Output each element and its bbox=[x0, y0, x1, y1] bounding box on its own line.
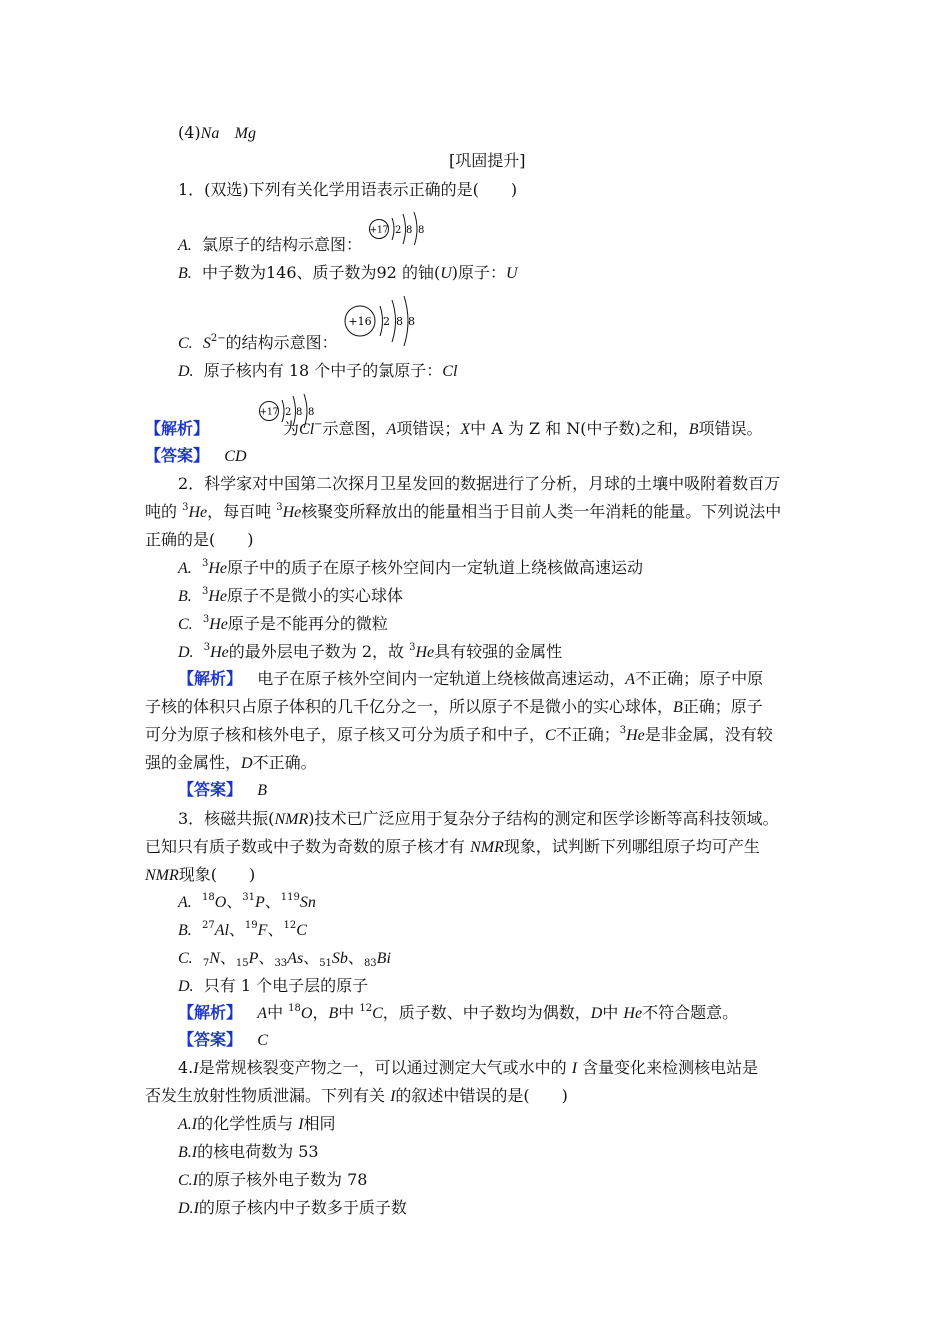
option-text: 中子数为146、质子数为92 的铀( bbox=[201, 263, 441, 282]
element-symbol: P bbox=[255, 894, 265, 911]
stem-text: 核聚变所释放出的能量相当于目前人类一年消耗的能量。下列说法中 bbox=[301, 502, 782, 521]
mass-number: 3 bbox=[619, 725, 627, 736]
q1-option-d bbox=[178, 360, 457, 383]
stem-text: 4. bbox=[178, 1058, 194, 1077]
q1-explanation bbox=[145, 418, 763, 441]
option-letter: B. bbox=[178, 922, 192, 939]
answer-value: C bbox=[257, 1032, 268, 1049]
element-symbol: N bbox=[209, 950, 220, 967]
iodine-symbol: I bbox=[571, 1060, 578, 1077]
explanation-text: 不正确。 bbox=[252, 753, 317, 772]
q4-option-a bbox=[178, 1113, 336, 1136]
helium-symbol: He bbox=[210, 644, 229, 661]
q2-stem-line-2 bbox=[145, 501, 781, 524]
option-letter: D. bbox=[178, 644, 194, 661]
mass-number: 19 bbox=[244, 920, 258, 931]
explanation-text: 不正确； bbox=[555, 725, 620, 744]
explanation-text: 是非金属，没有较 bbox=[644, 725, 773, 744]
option-text: 只有 1 个电子层的原子 bbox=[203, 976, 369, 995]
explanation-text: 为 bbox=[283, 419, 300, 438]
q1-stem: 1．(双选)下列有关化学用语表示正确的是( ) bbox=[178, 180, 518, 199]
explanation-text: 强的金属性， bbox=[145, 753, 242, 772]
mass-number: 3 bbox=[201, 586, 209, 597]
q3-stem-line-1 bbox=[178, 808, 778, 831]
iodine-symbol: I bbox=[298, 1116, 304, 1133]
explanation-text: 中 bbox=[267, 1003, 289, 1022]
uranium-symbol: U bbox=[440, 265, 452, 282]
mass-number: 119 bbox=[280, 892, 300, 903]
stem-text: 吨的 bbox=[145, 502, 183, 521]
option-letter: C. bbox=[178, 335, 193, 352]
mass-number: 27 bbox=[201, 920, 215, 931]
sulfur-symbol: S bbox=[202, 335, 211, 352]
mass-number: 3 bbox=[203, 642, 211, 653]
chlorine-symbol: Cl bbox=[299, 421, 315, 438]
helium-symbol: He bbox=[626, 727, 645, 744]
chlorine-symbol: Cl bbox=[442, 363, 458, 380]
item-number: (4) bbox=[178, 123, 201, 142]
element-symbol: P bbox=[248, 950, 259, 967]
option-ref: D bbox=[590, 1005, 603, 1022]
option-ref: A bbox=[625, 671, 636, 688]
iodine-symbol: I bbox=[390, 1088, 396, 1105]
element-na: Na bbox=[200, 125, 220, 142]
option-text: 的原子核内中子数多于质子数 bbox=[198, 1198, 407, 1217]
option-text: 的结构示意图： bbox=[225, 333, 338, 352]
uranium-symbol: U bbox=[506, 265, 518, 282]
option-text: 的化学性质与 bbox=[197, 1114, 299, 1133]
option-letter: B. bbox=[178, 265, 192, 282]
option-letter: B. bbox=[178, 1144, 192, 1161]
explanation-text: ，质子数、中子数均为偶数， bbox=[382, 1003, 591, 1022]
element-symbol: Sb bbox=[331, 950, 348, 967]
q2-option-c bbox=[178, 613, 388, 636]
separator: 、 bbox=[226, 892, 243, 911]
mass-number: 12 bbox=[283, 920, 297, 931]
explanation-text: 子核的体积只占原子体积的几千亿分之一，所以原子不是微小的实心球体， bbox=[145, 697, 674, 716]
helium-symbol: He bbox=[282, 504, 302, 521]
q2-explanation-line-1 bbox=[145, 668, 763, 691]
answer-tag: 【答案】 bbox=[178, 1030, 243, 1049]
element-symbol: C bbox=[372, 1005, 383, 1022]
option-ref: D bbox=[241, 755, 253, 772]
mass-number: 31 bbox=[242, 892, 255, 903]
separator: 、 bbox=[264, 892, 281, 911]
option-letter: A. bbox=[178, 1116, 192, 1133]
separator: 、 bbox=[303, 948, 320, 967]
diagram-a-nucleus: +17 bbox=[369, 225, 389, 236]
separator: 、 bbox=[258, 948, 275, 967]
q3-explanation bbox=[145, 1002, 738, 1025]
explanation-text: 不符合题意。 bbox=[642, 1003, 739, 1022]
explanation-tag: 【解析】 bbox=[178, 1003, 243, 1022]
explanation-text: ， bbox=[312, 1003, 329, 1022]
separator: 、 bbox=[228, 920, 245, 939]
helium-symbol: He bbox=[415, 644, 435, 661]
symbol-x: X bbox=[460, 421, 471, 438]
element-symbol: Bi bbox=[376, 950, 391, 967]
nmr-abbr: NMR bbox=[470, 839, 504, 856]
q1-option-c bbox=[178, 332, 338, 355]
q2-option-a bbox=[178, 557, 643, 580]
stem-text: )技术已广泛应用于复杂分子结构的测定和医学诊断等高科技领域。 bbox=[308, 809, 779, 828]
option-text: 具有较强的金属性 bbox=[434, 642, 563, 661]
option-letter: C. bbox=[178, 950, 193, 967]
explanation-text: 中 bbox=[338, 1003, 360, 1022]
answer-value: CD bbox=[224, 448, 247, 465]
atomic-number: 15 bbox=[235, 958, 249, 969]
q2-option-b bbox=[178, 585, 403, 608]
explanation-text: 示意图， bbox=[322, 419, 387, 438]
separator: 、 bbox=[347, 948, 364, 967]
atomic-number: 33 bbox=[274, 958, 288, 969]
option-text: 原子核内有 18 个中子的氯原子： bbox=[203, 361, 443, 380]
iodine-symbol: I bbox=[193, 1060, 199, 1077]
helium-symbol: He bbox=[208, 588, 227, 605]
element-symbol: Al bbox=[214, 922, 229, 939]
element-symbol: C bbox=[296, 922, 307, 939]
diagram-c-nucleus: +16 bbox=[348, 315, 372, 328]
stem-text: ，每百吨 bbox=[207, 502, 277, 521]
chlorine-atom-diagram-a bbox=[368, 205, 430, 245]
q4-option-b bbox=[178, 1141, 319, 1164]
option-text: 的核电荷数为 53 bbox=[197, 1142, 319, 1161]
nmr-abbr: NMR bbox=[274, 811, 309, 828]
mass-number: 18 bbox=[201, 892, 215, 903]
explanation-tag: 【解析】 bbox=[178, 669, 243, 688]
option-ref: B bbox=[673, 699, 683, 716]
diagram-j-shell-3: 8 bbox=[308, 407, 315, 418]
q4-option-c bbox=[178, 1169, 367, 1192]
q2-explanation-line-2 bbox=[145, 696, 763, 719]
mass-number: 3 bbox=[201, 558, 209, 569]
q4-stem-line-2 bbox=[145, 1085, 568, 1108]
atomic-number: 51 bbox=[319, 958, 332, 969]
helium-symbol: He bbox=[209, 616, 228, 633]
element-symbol: Sn bbox=[299, 894, 316, 911]
q3-option-c bbox=[178, 947, 391, 970]
option-letter: C. bbox=[178, 616, 193, 633]
option-letter: D. bbox=[178, 363, 194, 380]
atomic-number: 7 bbox=[202, 958, 210, 969]
stem-text: 3．核磁共振( bbox=[178, 809, 275, 828]
stem-text: 的叙述中错误的是( ) bbox=[395, 1086, 568, 1105]
answer-tag: 【答案】 bbox=[145, 446, 210, 465]
q1-answer bbox=[145, 445, 247, 468]
diagram-c-shell-1: 2 bbox=[383, 315, 390, 328]
explanation-text: 中 A 为 Z 和 N(中子数)之和， bbox=[470, 419, 689, 438]
stem-text: 是常规核裂变产物之一，可以通过测定大气或水中的 bbox=[198, 1058, 572, 1077]
option-letter: A. bbox=[178, 237, 192, 254]
q2-stem-line-3: 正确的是( ) bbox=[145, 530, 254, 549]
option-text: 相同 bbox=[303, 1114, 336, 1133]
separator: 、 bbox=[267, 920, 284, 939]
explanation-text: 正确；原子 bbox=[682, 697, 763, 716]
element-symbol: He bbox=[623, 1005, 643, 1022]
ion-charge: 2− bbox=[210, 333, 226, 344]
q3-stem-line-2 bbox=[145, 836, 760, 859]
option-letter: C. bbox=[178, 1172, 193, 1189]
option-ref: B bbox=[688, 421, 699, 438]
element-symbol: O bbox=[214, 894, 227, 911]
option-letter: D. bbox=[178, 978, 194, 995]
stem-text: 已知只有质子数或中子数为奇数的原子核才有 bbox=[145, 837, 471, 856]
q2-answer bbox=[145, 779, 267, 802]
element-symbol: O bbox=[300, 1005, 313, 1022]
diagram-j-nucleus: +17 bbox=[259, 407, 279, 418]
mass-number: 3 bbox=[182, 502, 189, 513]
mass-number: 12 bbox=[359, 1003, 373, 1014]
item-4-line bbox=[178, 122, 256, 145]
explanation-text: 可分为原子核和核外电子，原子核又可分为质子和中子， bbox=[145, 725, 546, 744]
option-text: 原子中的质子在原子核外空间内一定轨道上绕核做高速运动 bbox=[226, 558, 643, 577]
option-text: 的最外层电子数为 2，故 bbox=[228, 642, 410, 661]
option-ref: A bbox=[386, 421, 397, 438]
stem-text: 现象，试判断下列哪组原子均可产生 bbox=[503, 837, 760, 856]
stem-text: 现象( ) bbox=[178, 865, 256, 884]
q3-stem-line-3 bbox=[145, 864, 255, 887]
mass-number: 18 bbox=[288, 1003, 301, 1014]
option-ref: C bbox=[545, 727, 556, 744]
option-text: 的原子核外电子数为 78 bbox=[198, 1170, 368, 1189]
diagram-c-shell-3: 8 bbox=[408, 315, 415, 328]
option-text: )原子： bbox=[451, 263, 506, 282]
diagram-j-shell-2: 8 bbox=[296, 407, 303, 418]
explanation-text: 中 bbox=[602, 1003, 624, 1022]
q3-option-a bbox=[178, 891, 316, 914]
diagram-a-shell-1: 2 bbox=[395, 225, 402, 236]
element-symbol: F bbox=[257, 922, 268, 939]
mass-number: 3 bbox=[202, 614, 210, 625]
q2-option-d bbox=[178, 641, 562, 664]
option-text: 原子是不能再分的微粒 bbox=[227, 614, 388, 633]
option-letter: A. bbox=[178, 894, 192, 911]
element-symbol: As bbox=[287, 950, 304, 967]
q3-option-d bbox=[178, 975, 368, 998]
answer-tag: 【答案】 bbox=[178, 780, 243, 799]
mass-number: 3 bbox=[276, 502, 283, 513]
atomic-number: 83 bbox=[363, 958, 377, 969]
iodine-symbol: I bbox=[191, 1144, 198, 1161]
mass-number: 3 bbox=[409, 642, 416, 653]
explanation-text: 电子在原子核外空间内一定轨道上绕核做高速运动， bbox=[257, 669, 626, 688]
helium-symbol: He bbox=[208, 560, 227, 577]
option-letter: A. bbox=[178, 560, 192, 577]
q2-explanation-line-3 bbox=[145, 724, 773, 747]
section-heading: [巩固提升] bbox=[449, 151, 526, 170]
option-letter: B. bbox=[178, 588, 192, 605]
q4-stem-line-1 bbox=[178, 1057, 758, 1080]
explanation-text: 项错误。 bbox=[698, 419, 763, 438]
sulfide-ion-diagram-c bbox=[343, 290, 419, 352]
option-ref: B bbox=[328, 1005, 339, 1022]
explanation-tag: 【解析】 bbox=[145, 419, 210, 438]
separator: 、 bbox=[219, 948, 236, 967]
q3-option-b bbox=[178, 919, 307, 942]
explanation-text: 不正确；原子中原 bbox=[635, 669, 764, 688]
stem-text: 含量变化来检测核电站是 bbox=[582, 1058, 759, 1077]
stem-text: 否发生放射性物质泄漏。下列有关 bbox=[145, 1086, 391, 1105]
q1-option-b bbox=[178, 262, 518, 285]
explanation-text: 项错误； bbox=[396, 419, 461, 438]
q2-explanation-line-4 bbox=[145, 752, 317, 775]
ion-charge: − bbox=[314, 419, 323, 430]
option-text: 原子不是微小的实心球体 bbox=[226, 586, 403, 605]
diagram-a-shell-3: 8 bbox=[418, 225, 425, 236]
option-ref: A bbox=[257, 1005, 268, 1022]
q1-option-a bbox=[178, 234, 362, 257]
diagram-j-shell-1: 2 bbox=[285, 407, 292, 418]
nmr-abbr: NMR bbox=[145, 867, 179, 884]
q2-stem-line-1: 2．科学家对中国第二次探月卫星发回的数据进行了分析，月球的土壤中吸附着数百万 bbox=[178, 474, 781, 493]
option-text: 氯原子的结构示意图： bbox=[201, 235, 362, 254]
iodine-symbol: I bbox=[193, 1200, 199, 1217]
q4-option-d bbox=[178, 1197, 407, 1220]
diagram-c-shell-2: 8 bbox=[396, 315, 403, 328]
diagram-a-shell-2: 8 bbox=[406, 225, 413, 236]
helium-symbol: He bbox=[188, 504, 208, 521]
iodine-symbol: I bbox=[191, 1116, 198, 1133]
q3-answer bbox=[145, 1029, 268, 1052]
element-mg: Mg bbox=[234, 125, 256, 142]
answer-value: B bbox=[257, 782, 268, 799]
option-letter: D. bbox=[178, 1200, 194, 1217]
iodine-symbol: I bbox=[192, 1172, 198, 1189]
